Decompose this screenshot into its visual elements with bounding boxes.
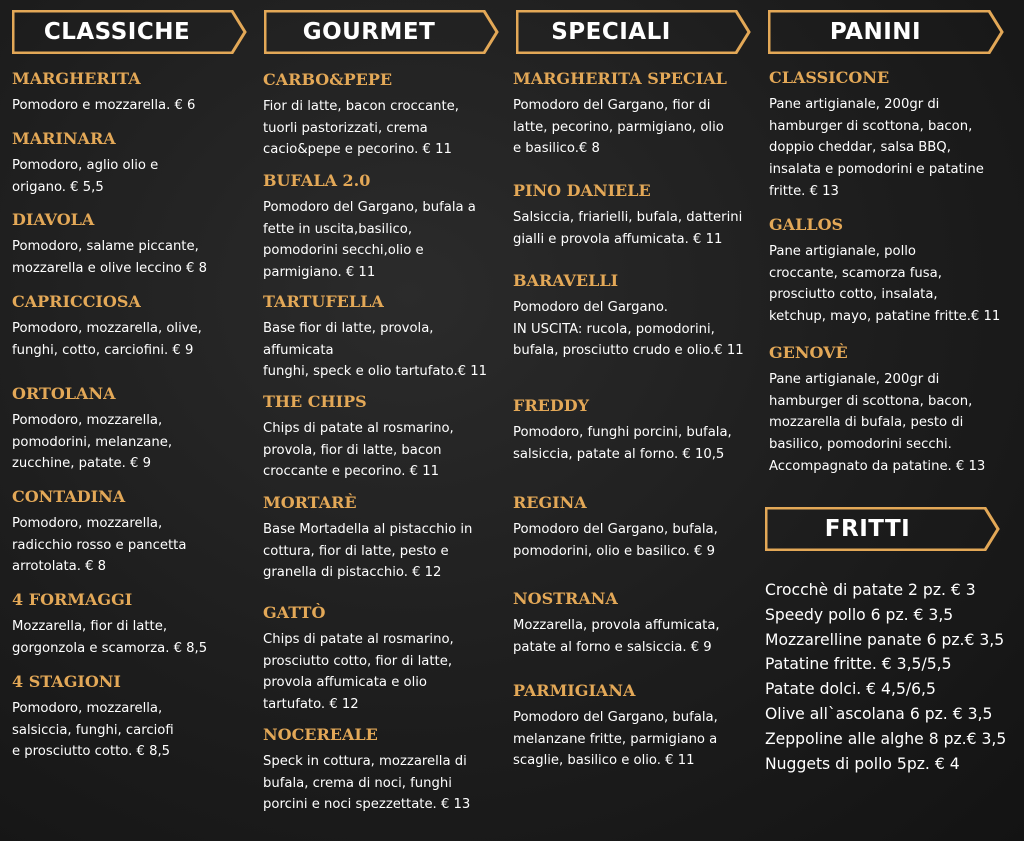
classiche-banner	[12, 10, 247, 54]
menu-item	[513, 271, 744, 362]
menu-item	[263, 493, 472, 584]
menu-item	[12, 129, 158, 198]
item-name: MORTARÈ	[263, 493, 357, 512]
item-description: Pomodoro, mozzarella, pomodorini, melanzane, zucchine, patate. € 9	[12, 413, 173, 472]
item-description: Mozzarella, provola affumicata, patate al forno e salsiccia. € 9	[513, 618, 720, 655]
item-description: Pomodoro del Gargano. IN USCITA: rucola, pomodorini, bufala, prosciutto crudo e olio.€ 11	[513, 300, 744, 359]
menu-item	[263, 725, 470, 816]
fritti-item: Speedy pollo 6 pz. € 3,5	[765, 605, 954, 624]
item-description: Pomodoro del Gargano, bufala a fette in uscita,basilico, pomodorini secchi,olio e parmigiano. € 11	[263, 200, 476, 281]
item-name: ORTOLANA	[12, 384, 116, 403]
section-title-fritti: FRITTI	[824, 516, 911, 542]
menu-item	[769, 68, 984, 203]
item-name: GENOVÈ	[769, 343, 848, 362]
menu-item	[263, 171, 476, 284]
menu-item	[263, 392, 454, 483]
menu-item	[12, 487, 186, 578]
fritti-item: Patatine fritte. € 3,5/5,5	[765, 655, 952, 674]
fritti-item: Nuggets di pollo 5pz. € 4	[765, 754, 960, 773]
item-description: Mozzarella, fior di latte, gorgonzola e scamorza. € 8,5	[12, 619, 208, 656]
item-description: Pomodoro, mozzarella, salsiccia, funghi, carciofi e prosciutto cotto. € 8,5	[12, 701, 174, 760]
panini-banner	[768, 10, 1004, 54]
item-name: CAPRICCIOSA	[12, 292, 141, 311]
menu-item	[12, 384, 172, 475]
menu-item	[263, 603, 454, 716]
menu-item	[263, 70, 459, 161]
item-name: CLASSICONE	[769, 68, 890, 87]
menu-item	[513, 69, 727, 160]
item-description: Base Mortadella al pistacchio in cottura, fior di latte, pesto e granella di pistacchio. € 12	[263, 522, 473, 581]
speciali-banner	[516, 10, 751, 54]
item-description: Pane artigianale, pollo croccante, scamorza fusa, prosciutto cotto, insalata, ketchup, mayo, patatine fritte.€ 11	[769, 244, 1001, 325]
item-name: DIAVOLA	[12, 210, 95, 229]
menu-item	[12, 292, 202, 361]
item-description: Pane artigianale, 200gr di hamburger di scottona, bacon, mozzarella di bufala, pesto di basilico, pomodorini secchi. Accompagnato da patatine. € 13	[769, 372, 986, 474]
menu-item	[769, 343, 985, 478]
section-title-speciali: SPECIALI	[551, 19, 671, 45]
menu-item	[12, 210, 207, 279]
fritti-item: Patate dolci. € 4,5/6,5	[765, 680, 936, 699]
item-name: MARINARA	[12, 129, 116, 148]
menu-item	[769, 215, 1000, 328]
section-title-classiche: CLASSICHE	[43, 19, 191, 45]
item-description: Pomodoro e mozzarella. € 6	[12, 98, 196, 113]
item-name: BUFALA 2.0	[263, 171, 371, 190]
item-name: BARAVELLI	[513, 271, 619, 290]
menu-item	[513, 681, 718, 772]
item-name: REGINA	[513, 493, 587, 512]
item-description: Pomodoro, aglio olio e origano. € 5,5	[12, 158, 159, 195]
section-title-gourmet: GOURMET	[302, 19, 436, 45]
gourmet-banner	[264, 10, 499, 54]
item-name: PINO DANIELE	[513, 181, 651, 200]
menu-item	[513, 493, 718, 562]
item-name: GALLOS	[769, 215, 844, 234]
item-name: TARTUFELLA	[263, 292, 384, 311]
item-description: Salsiccia, friarielli, bufala, datterini gialli e provola affumicata. € 11	[513, 210, 743, 247]
item-description: Pomodoro del Gargano, bufala, pomodorini, olio e basilico. € 9	[513, 522, 718, 559]
item-description: Pomodoro, mozzarella, olive, funghi, cotto, carciofini. € 9	[12, 321, 202, 358]
fritti-item: Olive all`ascolana 6 pz. € 3,5	[765, 704, 993, 723]
item-name: 4 STAGIONI	[12, 672, 121, 691]
item-description: Pomodoro, mozzarella, radicchio rosso e pancetta arrotolata. € 8	[12, 516, 187, 575]
item-description: Pomodoro, funghi porcini, bufala, salsiccia, patate al forno. € 10,5	[513, 425, 732, 462]
item-name: NOSTRANA	[513, 589, 618, 608]
menu-item	[513, 396, 732, 465]
section-title-panini: PANINI	[829, 19, 922, 45]
item-name: MARGHERITA SPECIAL	[513, 69, 727, 88]
fritti-banner	[765, 507, 1000, 551]
menu-item	[12, 69, 195, 117]
fritti-item: Mozzarelline panate 6 pz.€ 3,5	[765, 630, 1005, 649]
item-name: FREDDY	[513, 396, 590, 415]
item-description: Fior di latte, bacon croccante, tuorli pastorizzati, crema cacio&pepe e pecorino. € 11	[263, 99, 459, 158]
menu-item	[513, 589, 720, 658]
fritti-item: Zeppoline alle alghe 8 pz.€ 3,5	[765, 729, 1007, 748]
item-description: Chips di patate al rosmarino, provola, fior di latte, bacon croccante e pecorino. € 11	[263, 421, 454, 480]
fritti-list	[765, 578, 1006, 776]
menu-item	[263, 292, 487, 383]
item-description: Base fior di latte, provola, affumicata funghi, speck e olio tartufato.€ 11	[263, 321, 488, 380]
fritti-item: Crocchè di patate 2 pz. € 3	[765, 581, 976, 599]
item-name: CONTADINA	[12, 487, 126, 506]
item-name: CARBO&PEPE	[263, 70, 393, 89]
item-name: PARMIGIANA	[513, 681, 636, 700]
item-name: GATTÒ	[263, 603, 326, 622]
item-description: Chips di patate al rosmarino, prosciutto cotto, fior di latte, provola affumicata e olio tartufato. € 12	[263, 632, 454, 713]
item-name: THE CHIPS	[263, 392, 367, 411]
item-description: Pomodoro, salame piccante, mozzarella e olive leccino € 8	[12, 239, 208, 276]
menu-item	[12, 672, 174, 763]
item-description: Pomodoro del Gargano, bufala, melanzane fritte, parmigiano a scaglie, basilico e olio. € 11	[513, 710, 718, 769]
menu-item	[12, 590, 207, 659]
item-name: NOCEREALE	[263, 725, 378, 744]
item-description: Pane artigianale, 200gr di hamburger di scottona, bacon, doppio cheddar, salsa BBQ, insalata e pomodorini e patatine fritte. € 13	[769, 97, 984, 199]
item-description: Speck in cottura, mozzarella di bufala, crema di noci, funghi porcini e noci spezzettate. € 13	[263, 754, 471, 813]
item-description: Pomodoro del Gargano, fior di latte, pecorino, parmigiano, olio e basilico.€ 8	[513, 98, 724, 157]
menu-item	[513, 181, 742, 250]
item-name: MARGHERITA	[12, 69, 141, 88]
item-name: 4 FORMAGGI	[12, 590, 133, 609]
